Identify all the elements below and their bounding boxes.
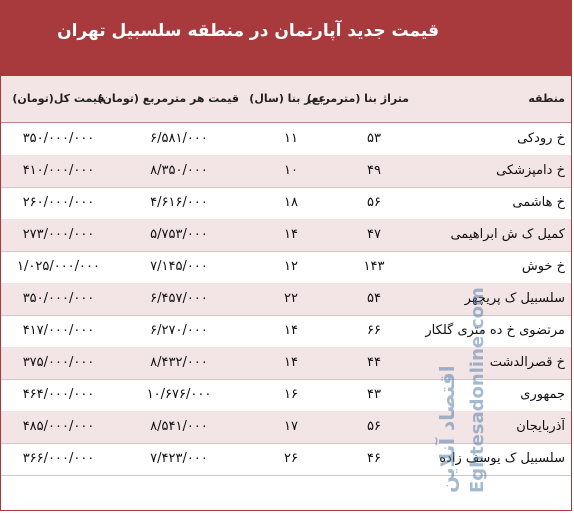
cell-price-per-m2: ۶/۴۵۷/۰۰۰ bbox=[150, 291, 208, 306]
cell-age: ۲۶ bbox=[284, 451, 298, 466]
cell-total-price: ۴۱۰/۰۰۰/۰۰۰ bbox=[22, 163, 95, 178]
cell-region: خ قصرالدشت bbox=[489, 355, 565, 370]
cell-total-price: ۳۵۰/۰۰۰/۰۰۰ bbox=[22, 291, 95, 306]
cell-total-price: ۲۶۰/۰۰۰/۰۰۰ bbox=[22, 195, 95, 210]
table-row bbox=[1, 443, 571, 476]
cell-price-per-m2: ۱۰/۶۷۶/۰۰۰ bbox=[146, 387, 212, 402]
cell-area: ۴۹ bbox=[367, 163, 381, 178]
cell-region: خ دامپزشکی bbox=[496, 163, 565, 178]
header-age: عمر بنا (سال) bbox=[249, 92, 326, 105]
cell-age: ۱۱ bbox=[284, 131, 298, 146]
cell-area: ۴۴ bbox=[367, 355, 381, 370]
cell-area: ۵۶ bbox=[367, 195, 381, 210]
cell-total-price: ۳۷۵/۰۰۰/۰۰۰ bbox=[22, 355, 95, 370]
cell-region: خ رودکی bbox=[517, 131, 565, 146]
cell-price-per-m2: ۸/۴۳۲/۰۰۰ bbox=[150, 355, 208, 370]
watermark-url: Eghtesadonline.com bbox=[467, 287, 488, 493]
cell-price-per-m2: ۶/۲۷۰/۰۰۰ bbox=[150, 323, 208, 338]
table-row bbox=[1, 283, 571, 316]
cell-price-per-m2: ۸/۳۵۰/۰۰۰ bbox=[150, 163, 208, 178]
cell-total-price: ۴۱۷/۰۰۰/۰۰۰ bbox=[22, 323, 95, 338]
table-row bbox=[1, 187, 571, 220]
cell-total-price: ۱/۰۲۵/۰۰۰/۰۰۰ bbox=[17, 259, 100, 274]
header-region: منطقه bbox=[528, 92, 565, 105]
cell-region: سلسبیل ک پریچهر bbox=[464, 291, 565, 306]
cell-area: ۴۷ bbox=[367, 227, 381, 242]
cell-price-per-m2: ۶/۵۸۱/۰۰۰ bbox=[150, 131, 208, 146]
cell-area: ۵۴ bbox=[367, 291, 381, 306]
cell-region: جمهوری bbox=[520, 387, 565, 402]
table-row bbox=[1, 155, 571, 188]
header-total-price: قیمت کل(تومان) bbox=[12, 92, 105, 105]
table-row bbox=[1, 251, 571, 284]
cell-price-per-m2: ۵/۷۵۳/۰۰۰ bbox=[150, 227, 208, 242]
cell-total-price: ۴۸۵/۰۰۰/۰۰۰ bbox=[22, 419, 95, 434]
cell-age: ۱۴ bbox=[284, 323, 298, 338]
cell-age: ۱۸ bbox=[284, 195, 298, 210]
cell-total-price: ۳۶۶/۰۰۰/۰۰۰ bbox=[22, 451, 95, 466]
cell-age: ۱۶ bbox=[284, 387, 298, 402]
cell-price-per-m2: ۷/۴۲۳/۰۰۰ bbox=[150, 451, 208, 466]
cell-price-per-m2: ۸/۵۴۱/۰۰۰ bbox=[150, 419, 208, 434]
page-title: قیمت جدید آپارتمان در منطقه سلسبیل تهران bbox=[57, 21, 439, 41]
cell-total-price: ۳۵۰/۰۰۰/۰۰۰ bbox=[22, 131, 95, 146]
table-row bbox=[1, 123, 571, 156]
cell-region: کمیل ک ش ابراهیمی bbox=[450, 227, 565, 242]
cell-age: ۱۴ bbox=[284, 227, 298, 242]
table-row bbox=[1, 315, 571, 348]
cell-region: سلسبیل ک یوسف زاده bbox=[439, 451, 565, 466]
cell-age: ۱۷ bbox=[284, 419, 298, 434]
cell-age: ۲۲ bbox=[284, 291, 298, 306]
cell-price-per-m2: ۷/۱۴۵/۰۰۰ bbox=[150, 259, 208, 274]
cell-region: آذربایجان bbox=[516, 419, 565, 434]
cell-area: ۴۶ bbox=[367, 451, 381, 466]
cell-age: ۱۲ bbox=[284, 259, 298, 274]
cell-area: ۵۶ bbox=[367, 419, 381, 434]
cell-total-price: ۲۷۳/۰۰۰/۰۰۰ bbox=[22, 227, 95, 242]
header-price-per-m2: قیمت هر مترمربع (تومان) bbox=[97, 92, 239, 105]
title-bar bbox=[1, 1, 571, 76]
cell-region: خ هاشمی bbox=[512, 195, 565, 210]
watermark-text: اقتصاد آنلاین bbox=[435, 365, 459, 493]
header-area: متراژ بنا (مترمربع) bbox=[306, 92, 409, 105]
table-row bbox=[1, 379, 571, 412]
table-row bbox=[1, 411, 571, 444]
cell-area: ۱۴۳ bbox=[363, 259, 385, 274]
cell-region: خ خوش bbox=[521, 259, 565, 274]
cell-age: ۱۴ bbox=[284, 355, 298, 370]
table-header bbox=[1, 76, 571, 123]
cell-area: ۶۶ bbox=[367, 323, 381, 338]
cell-region: مرتضوی خ ده متری گلکار bbox=[425, 323, 565, 338]
cell-total-price: ۴۶۴/۰۰۰/۰۰۰ bbox=[22, 387, 95, 402]
cell-area: ۴۳ bbox=[367, 387, 381, 402]
table-row bbox=[1, 219, 571, 252]
cell-area: ۵۳ bbox=[367, 131, 381, 146]
table-row bbox=[1, 347, 571, 380]
cell-price-per-m2: ۴/۶۱۶/۰۰۰ bbox=[150, 195, 208, 210]
cell-age: ۱۰ bbox=[284, 163, 298, 178]
